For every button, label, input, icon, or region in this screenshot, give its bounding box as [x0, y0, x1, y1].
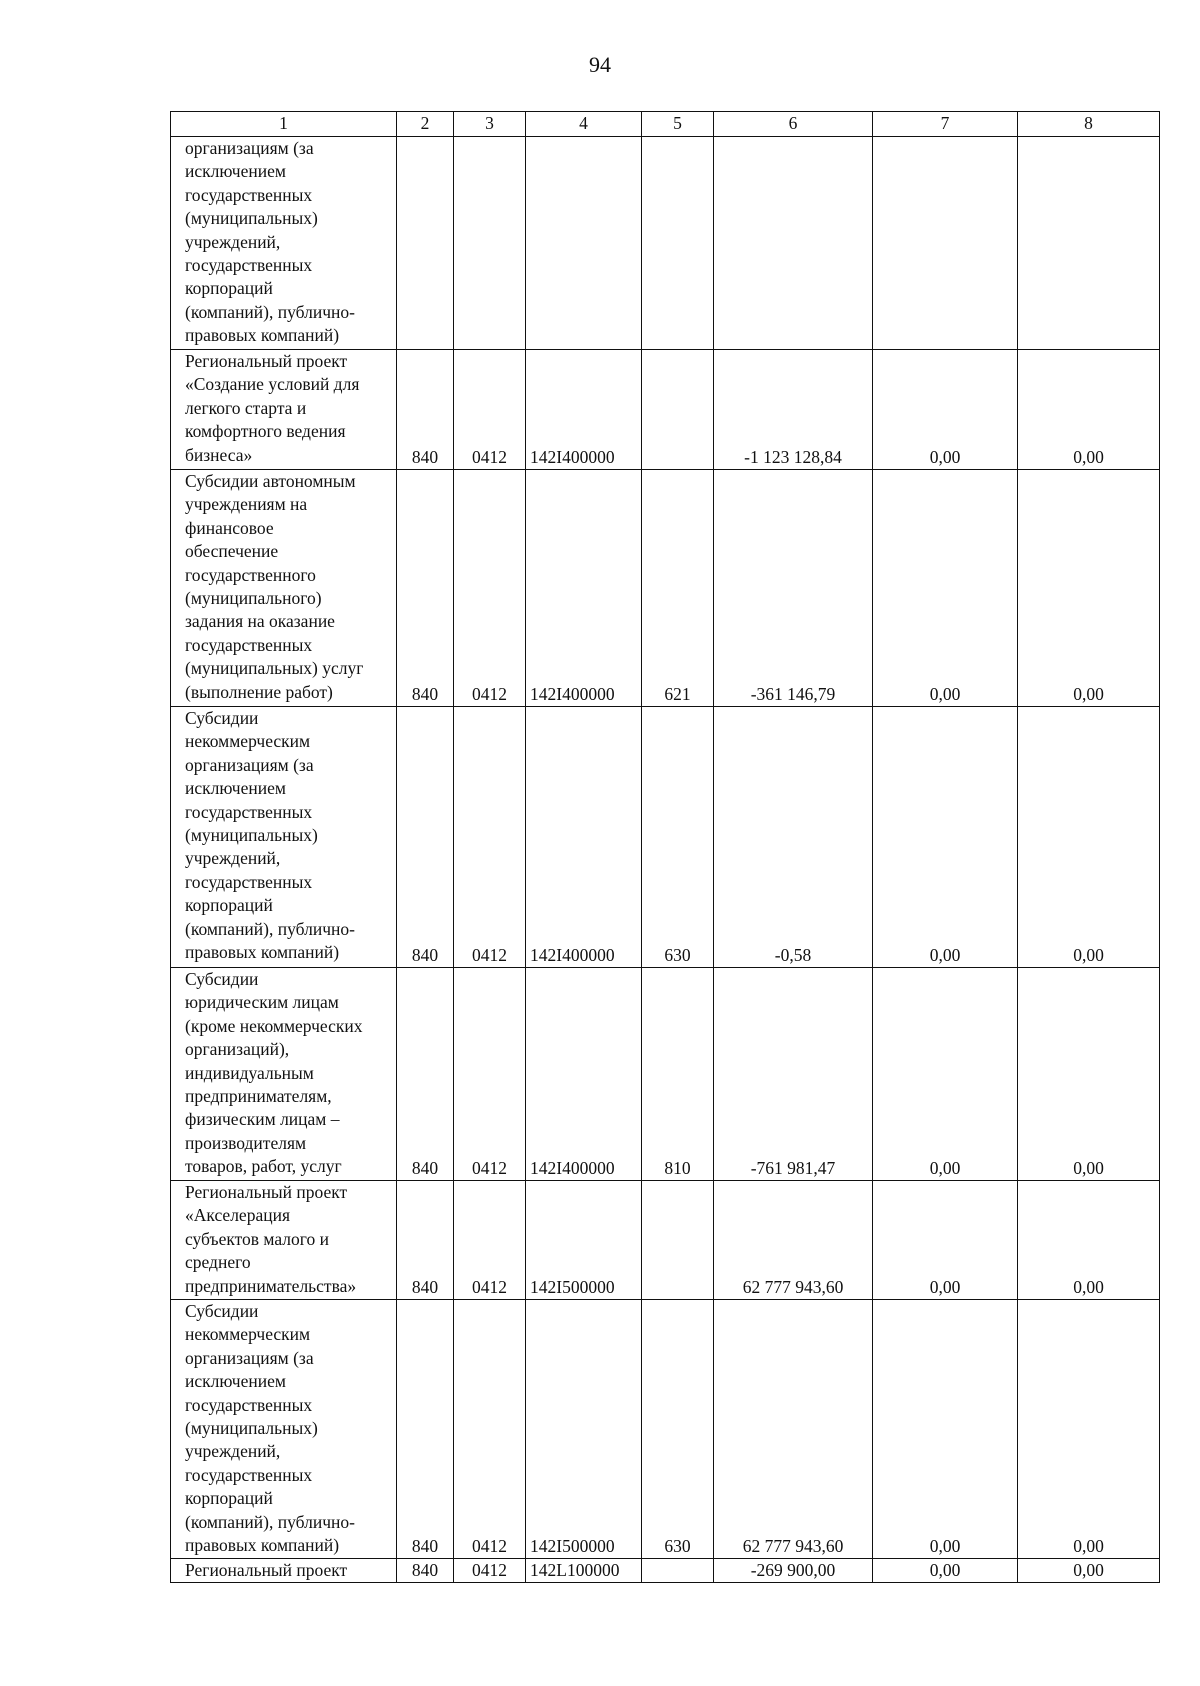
cell-col7: 0,00 [873, 1300, 1018, 1559]
cell-col3: 0412 [454, 1559, 526, 1583]
cell-col5: 621 [642, 470, 714, 707]
column-header: 7 [873, 112, 1018, 137]
cell-col7: 0,00 [873, 707, 1018, 968]
cell-col2: 840 [397, 707, 454, 968]
cell-col4: 142L100000 [526, 1559, 642, 1583]
column-header: 3 [454, 112, 526, 137]
cell-col5 [642, 1559, 714, 1583]
cell-col2: 840 [397, 350, 454, 470]
cell-col7 [873, 137, 1018, 350]
column-header: 2 [397, 112, 454, 137]
cell-col4: 142I500000 [526, 1181, 642, 1300]
row-description: Региональный проект [171, 1559, 397, 1583]
cell-col8: 0,00 [1018, 350, 1160, 470]
cell-col4: 142I400000 [526, 470, 642, 707]
cell-col5: 630 [642, 707, 714, 968]
cell-col2: 840 [397, 1181, 454, 1300]
row-description: Субсидии некоммерческим организациям (за исключением государственных (муниципальных) учреждений, государственных корпораций (компаний), публично- правовых компаний) [171, 1300, 397, 1559]
table-row [171, 968, 1160, 1181]
cell-col2 [397, 137, 454, 350]
cell-col4: 142I400000 [526, 350, 642, 470]
cell-col3: 0412 [454, 707, 526, 968]
cell-col8: 0,00 [1018, 1559, 1160, 1583]
cell-col5: 810 [642, 968, 714, 1181]
cell-col4: 142I500000 [526, 1300, 642, 1559]
row-description: Региональный проект «Создание условий для легкого старта и комфортного ведения бизнеса» [171, 350, 397, 470]
column-header: 1 [171, 112, 397, 137]
row-description: Субсидии юридическим лицам (кроме некоммерческих организаций), индивидуальным предпринимателям, физическим лицам – производителям товаров, работ, услуг [171, 968, 397, 1181]
cell-col8: 0,00 [1018, 968, 1160, 1181]
row-description: Субсидии некоммерческим организациям (за исключением государственных (муниципальных) учреждений, государственных корпораций (компаний), публично- правовых компаний) [171, 707, 397, 968]
page-number: 94 [589, 52, 611, 77]
cell-col7: 0,00 [873, 470, 1018, 707]
cell-col5 [642, 137, 714, 350]
table-row [171, 1300, 1160, 1559]
row-description: Субсидии автономным учреждениям на финансовое обеспечение государственного (муниципального) задания на оказание государственных (муниципальных) услуг (выполнение работ) [171, 470, 397, 707]
cell-col2: 840 [397, 1559, 454, 1583]
cell-col4: 142I400000 [526, 707, 642, 968]
budget-table [170, 111, 1160, 1583]
cell-col8 [1018, 137, 1160, 350]
cell-col5: 630 [642, 1300, 714, 1559]
cell-col3: 0412 [454, 470, 526, 707]
cell-col6: 62 777 943,60 [714, 1181, 873, 1300]
cell-col6: -269 900,00 [714, 1559, 873, 1583]
cell-col6: -361 146,79 [714, 470, 873, 707]
cell-col4: 142I400000 [526, 968, 642, 1181]
column-header: 4 [526, 112, 642, 137]
cell-col6 [714, 137, 873, 350]
cell-col6: -761 981,47 [714, 968, 873, 1181]
table-row [171, 1559, 1160, 1583]
cell-col2: 840 [397, 1300, 454, 1559]
cell-col8: 0,00 [1018, 470, 1160, 707]
cell-col3: 0412 [454, 350, 526, 470]
table-row [171, 470, 1160, 707]
cell-col6: -1 123 128,84 [714, 350, 873, 470]
table-row [171, 350, 1160, 470]
cell-col6: -0,58 [714, 707, 873, 968]
table-row [171, 1181, 1160, 1300]
cell-col7: 0,00 [873, 350, 1018, 470]
cell-col7: 0,00 [873, 1181, 1018, 1300]
cell-col3: 0412 [454, 1181, 526, 1300]
cell-col7: 0,00 [873, 1559, 1018, 1583]
row-description: Региональный проект «Акселерация субъектов малого и среднего предпринимательства» [171, 1181, 397, 1300]
table-row [171, 707, 1160, 968]
column-header: 6 [714, 112, 873, 137]
cell-col3 [454, 137, 526, 350]
cell-col2: 840 [397, 968, 454, 1181]
cell-col3: 0412 [454, 1300, 526, 1559]
cell-col8: 0,00 [1018, 1300, 1160, 1559]
table-row [171, 137, 1160, 350]
row-description: организациям (за исключением государственных (муниципальных) учреждений, государственных корпораций (компаний), публично- правовых компаний) [171, 137, 397, 350]
cell-col2: 840 [397, 470, 454, 707]
cell-col4 [526, 137, 642, 350]
column-header: 5 [642, 112, 714, 137]
cell-col6: 62 777 943,60 [714, 1300, 873, 1559]
cell-col7: 0,00 [873, 968, 1018, 1181]
cell-col5 [642, 350, 714, 470]
table-header-row [171, 112, 1160, 137]
cell-col3: 0412 [454, 968, 526, 1181]
column-header: 8 [1018, 112, 1160, 137]
cell-col8: 0,00 [1018, 1181, 1160, 1300]
cell-col8: 0,00 [1018, 707, 1160, 968]
cell-col5 [642, 1181, 714, 1300]
